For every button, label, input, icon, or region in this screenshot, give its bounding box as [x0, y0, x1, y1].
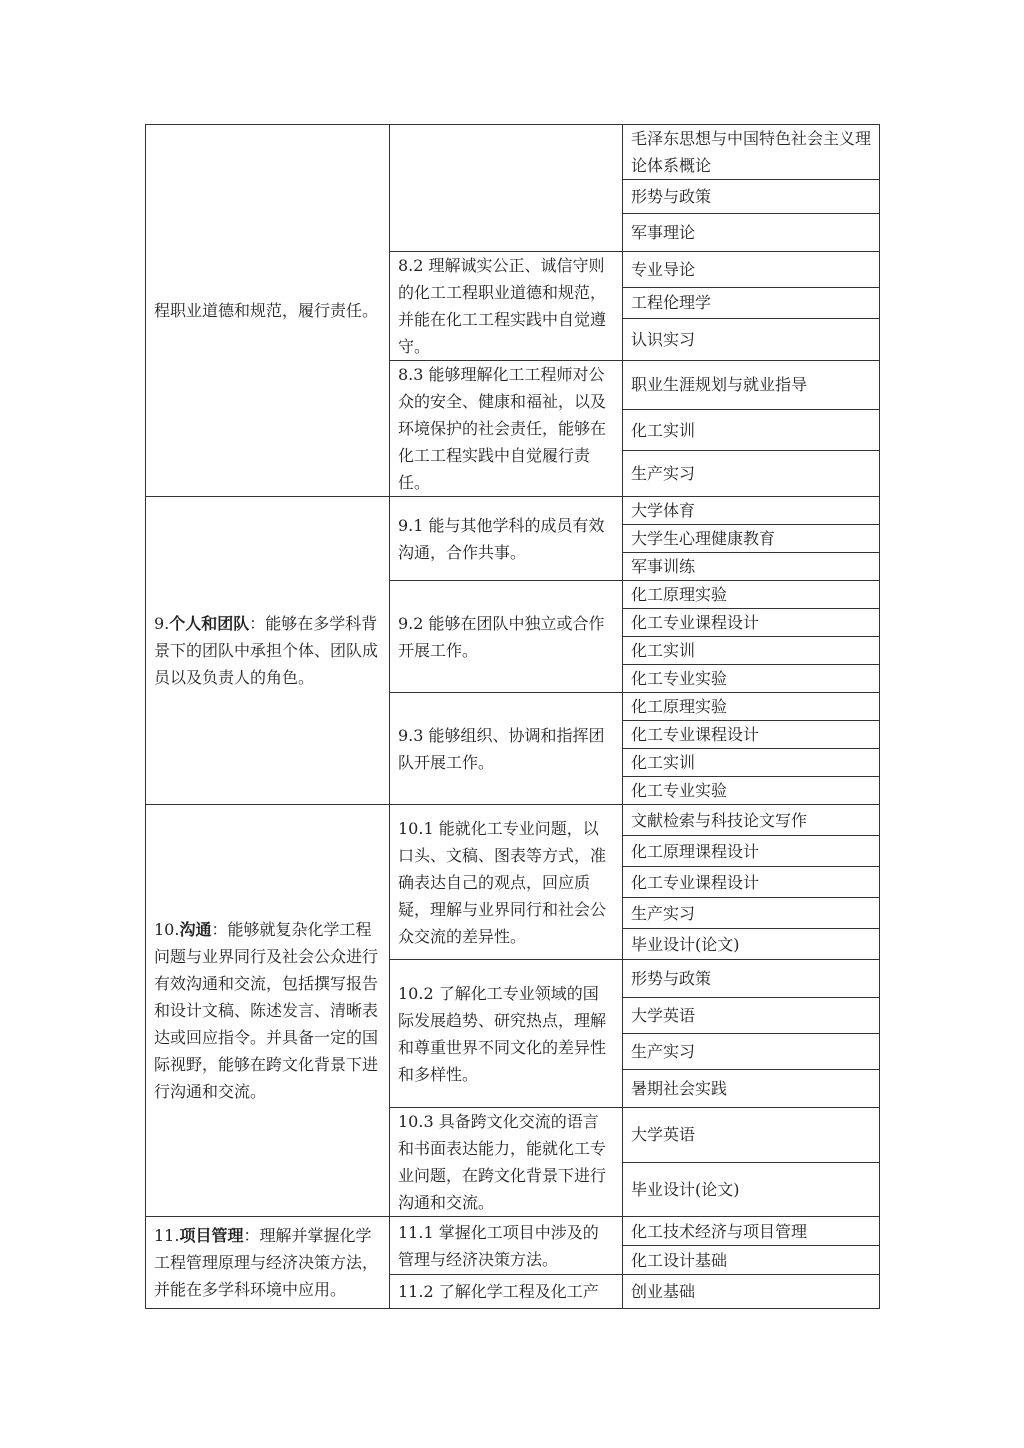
course-cell: 工程伦理学	[623, 288, 880, 318]
indicator-10-1: 10.1 能就化工专业问题，以口头、文稿、图表等方式，准确表达自己的观点，回应质疑，理解与业界同行和社会公众交流的差异性。	[390, 805, 623, 960]
course-cell: 形势与政策	[623, 960, 880, 998]
indicator-10-2: 10.2 了解化工专业领域的国际发展趋势、研究热点，理解和尊重世界不同文化的差异性和多样性。	[390, 960, 623, 1108]
requirement-title: 沟通	[179, 920, 212, 939]
indicator-11-2: 11.2 了解化学工程及化工产	[390, 1275, 623, 1309]
requirement-9: 9.个人和团队：能够在多学科背景下的团队中承担个体、团队成员以及负责人的角色。	[146, 497, 390, 805]
indicator-11-1: 11.1 掌握化工项目中涉及的管理与经济决策方法。	[390, 1217, 623, 1275]
requirement-10: 10.沟通：能够就复杂化学工程问题与业界同行及社会公众进行有效沟通和交流，包括撰写报告和设计文稿、陈述发言、清晰表达或回应指令。并具备一定的国际视野，能够在跨文化背景下进行沟通和交流。	[146, 805, 390, 1217]
course-cell: 军事理论	[623, 214, 880, 252]
course-cell: 化工实训	[623, 749, 880, 777]
requirement-title: 项目管理	[179, 1226, 244, 1245]
course-cell: 化工原理实验	[623, 581, 880, 609]
course-cell: 军事训练	[623, 553, 880, 581]
indicator-8-3: 8.3 能够理解化工工程师对公众的安全、健康和福祉，以及环境保护的社会责任，能够在化工工程实践中自觉履行责任。	[390, 361, 623, 497]
course-cell: 文献检索与科技论文写作	[623, 805, 880, 836]
course-cell: 形势与政策	[623, 180, 880, 214]
indicator-9-3: 9.3 能够组织、协调和指挥团队开展工作。	[390, 693, 623, 805]
course-cell: 生产实习	[623, 898, 880, 929]
course-cell: 创业基础	[623, 1275, 880, 1309]
course-cell: 化工设计基础	[623, 1246, 880, 1275]
course-cell: 生产实习	[623, 451, 880, 497]
requirement-title: 个人和团队	[169, 614, 250, 633]
course-cell: 暑期社会实践	[623, 1070, 880, 1108]
indicator-8-2: 8.2 理解诚实公正、诚信守则的化工工程职业道德和规范，并能在化工工程实践中自觉遵守。	[390, 252, 623, 361]
indicator-10-3: 10.3 具备跨文化交流的语言和书面表达能力，能就化工专业问题，在跨文化背景下进行沟通和交流。	[390, 1108, 623, 1217]
course-cell: 专业导论	[623, 252, 880, 288]
course-cell: 化工原理实验	[623, 693, 880, 721]
course-cell: 大学生心理健康教育	[623, 525, 880, 553]
course-cell: 大学英语	[623, 1108, 880, 1163]
course-cell: 化工实训	[623, 409, 880, 451]
course-cell: 毛泽东思想与中国特色社会主义理论体系概论	[623, 125, 880, 180]
course-cell: 化工专业实验	[623, 665, 880, 693]
course-cell: 大学英语	[623, 998, 880, 1034]
course-cell: 职业生涯规划与就业指导	[623, 361, 880, 410]
course-cell: 化工专业课程设计	[623, 609, 880, 637]
course-cell: 化工专业课程设计	[623, 867, 880, 898]
graduation-requirements-table	[145, 124, 880, 1309]
course-cell: 化工专业课程设计	[623, 721, 880, 749]
course-cell: 毕业设计(论文)	[623, 1162, 880, 1217]
course-cell: 化工实训	[623, 637, 880, 665]
course-cell: 化工专业实验	[623, 777, 880, 805]
indicator-8-1-cell	[390, 125, 623, 252]
indicator-9-2: 9.2 能够在团队中独立或合作开展工作。	[390, 581, 623, 693]
course-cell: 毕业设计(论文)	[623, 929, 880, 960]
course-cell: 化工技术经济与项目管理	[623, 1217, 880, 1246]
requirement-8-cell: 程职业道德和规范，履行责任。	[146, 125, 390, 497]
course-cell: 生产实习	[623, 1034, 880, 1070]
course-cell: 大学体育	[623, 497, 880, 525]
course-cell: 化工原理课程设计	[623, 836, 880, 867]
requirement-11: 11.项目管理：理解并掌握化学工程管理原理与经济决策方法，并能在多学科环境中应用。	[146, 1217, 390, 1309]
indicator-9-1: 9.1 能与其他学科的成员有效沟通，合作共事。	[390, 497, 623, 581]
course-cell: 认识实习	[623, 318, 880, 360]
